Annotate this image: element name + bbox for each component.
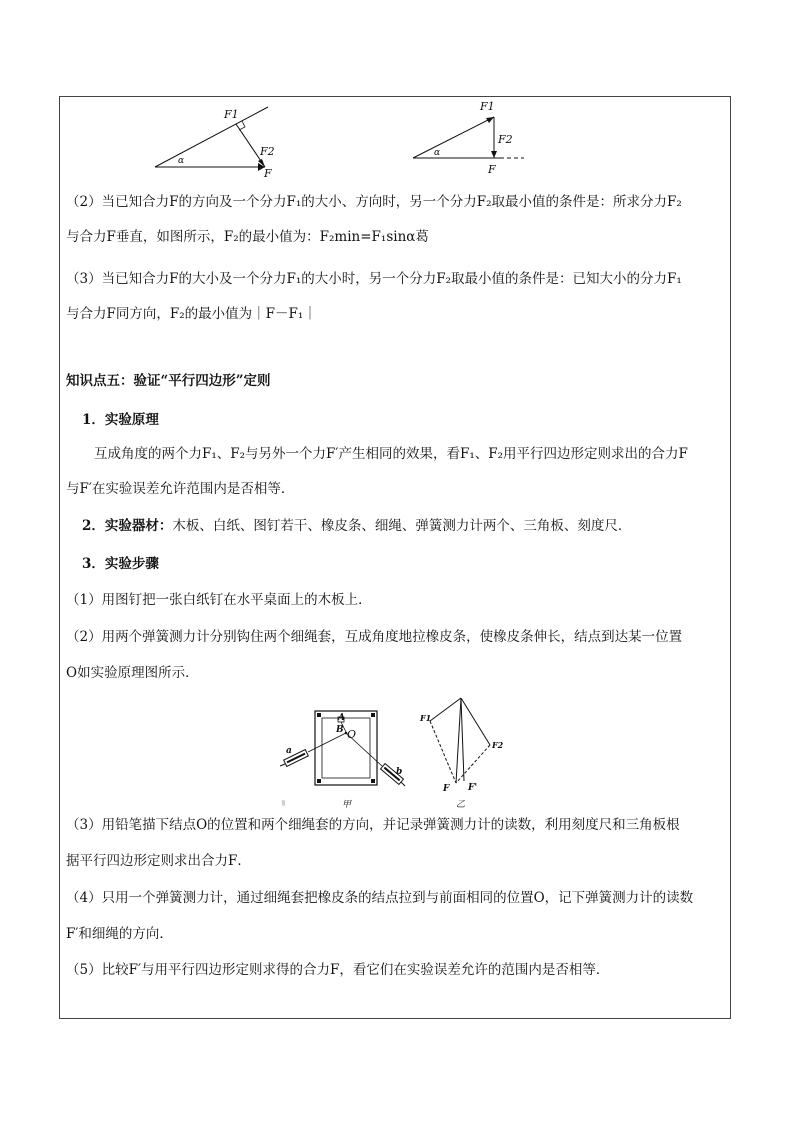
section-2-heading: 2．实验器材：	[82, 518, 173, 534]
section-1-heading: 1．实验原理	[82, 412, 159, 428]
step-5: （5）比较F′与用平行四边形定则求得的合力F，看它们在实验误差允许的范围内是否相等．	[66, 962, 610, 978]
force-diagram-parallel	[408, 96, 528, 180]
fig2-f2-label: F2	[498, 133, 513, 146]
equipment-list: 木板、白纸、图钉若干、橡皮条、细绳、弹簧测力计两个、三角板、刻度尺．	[172, 518, 632, 534]
fig4-f1-label: F1	[420, 713, 432, 723]
fig1-f-label: F	[264, 167, 272, 180]
step-1: （1）用图钉把一张白纸钉在水平桌面上的木板上．	[66, 592, 372, 608]
fig4-caption: 乙	[456, 800, 466, 810]
para-3-line-1: （3）当已知合力F的大小及一个分力F₁的大小时，另一个分力F₂取最小值的条件是：已知大小的分力F₁	[66, 271, 682, 287]
fig2-angle-label: α	[434, 148, 441, 158]
fig1-angle-label: α	[178, 156, 185, 166]
fig2-f1-label: F1	[480, 100, 495, 113]
experiment-setup-figure	[272, 700, 412, 812]
fig1-f1-label: F1	[224, 108, 239, 121]
para-3-line-2: 与合力F同方向，F₂的最小值为｜F－F₁｜	[66, 306, 317, 322]
step-4-line-2: F′和细绳的方向．	[66, 926, 173, 942]
section-3-heading: 3．实验步骤	[82, 556, 159, 572]
fig3-label-B: B	[336, 725, 344, 735]
fig3-label-A: A	[338, 713, 345, 723]
fig3-caption: 甲	[342, 800, 352, 810]
fig3-label-b: b	[396, 767, 403, 777]
step-2-line-2: O如实验原理图所示．	[66, 665, 199, 681]
fig2-f-label: F	[488, 163, 496, 176]
step-2-line-1: （2）用两个弹簧测力计分别钩住两个细绳套，互成角度地拉橡皮条，使橡皮条伸长，结点到达某一位置	[66, 629, 683, 645]
principle-line-2: 与F′在实验误差允许范围内是否相等．	[66, 481, 295, 497]
step-3-line-1: （3）用铅笔描下结点O的位置和两个细绳套的方向，并记录弹簧测力计的读数，利用刻度尺和三角板根	[66, 817, 680, 833]
force-diagram-perpendicular	[150, 100, 290, 180]
step-4-line-1: （4）只用一个弹簧测力计，通过细绳套把橡皮条的结点拉到与前面相同的位置O，记下弹簧测力计的读数	[66, 890, 694, 906]
para-2-line-2: 与合力F垂直，如图所示，F₂的最小值为：F₂min=F₁sinα葛	[66, 229, 429, 245]
fig3-label-a: a	[286, 746, 292, 756]
fig1-f2-label: F2	[260, 145, 275, 158]
fig4-f2-label: F2	[492, 740, 504, 750]
fig4-fprime-label: F'	[468, 783, 478, 793]
step-3-line-2: 据平行四边形定则求出合力F．	[66, 853, 251, 869]
fig3-label-O: O	[347, 728, 357, 741]
knowledge-point-5-heading: 知识点五：验证“平行四边形”定则	[66, 373, 271, 389]
fig4-f-label: F	[443, 784, 450, 794]
section-2-line	[82, 517, 742, 535]
principle-line-1: 互成角度的两个力F₁、F₂与另外一个力F′产生相同的效果，看F₁、F₂用平行四边形定则求出的合力F	[94, 446, 688, 462]
para-2-line-1: （2）当已知合力F的方向及一个分力F₁的大小、方向时，另一个分力F₂取最小值的条件是：所求分力F₂	[66, 194, 682, 210]
parallelogram-figure	[416, 693, 516, 813]
